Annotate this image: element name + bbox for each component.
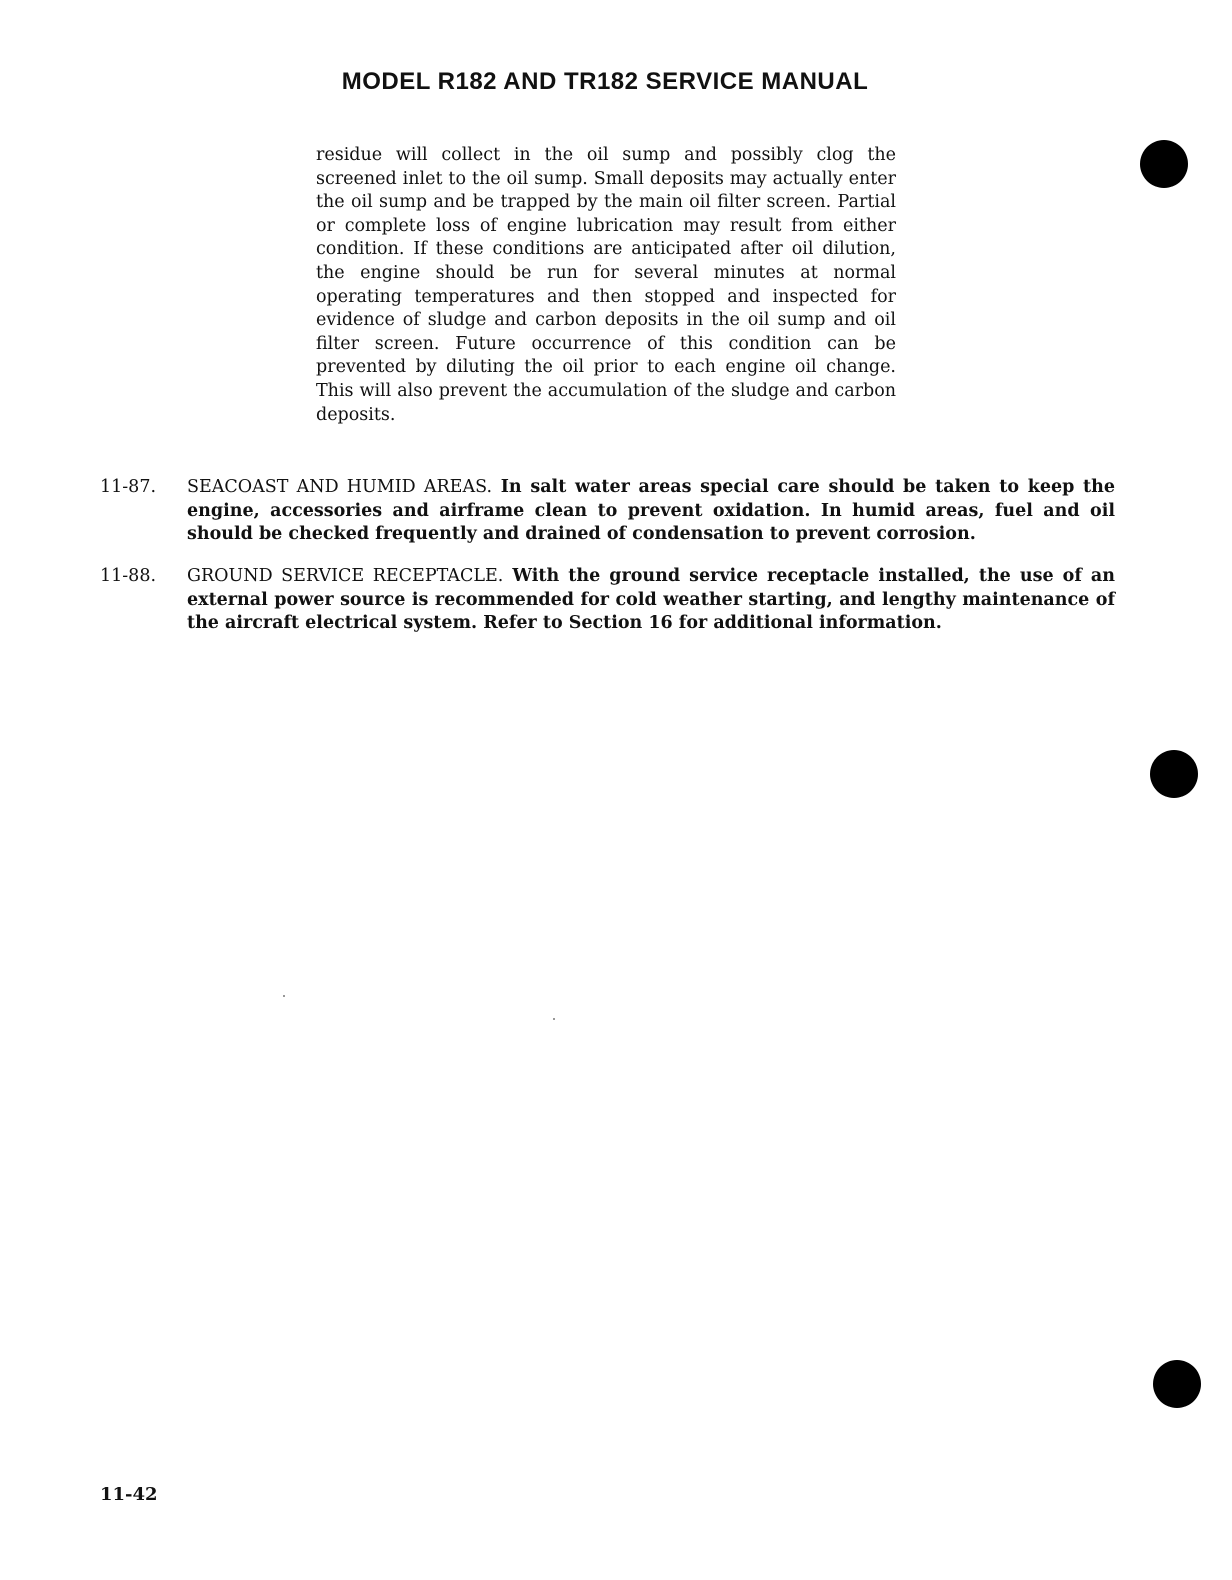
paragraph-11-87	[100, 476, 1115, 547]
paragraph-body	[187, 476, 1115, 547]
page-number: 11-42	[100, 1484, 158, 1505]
paragraph-text: With the ground service receptacle installed, the use of an external power source is recommended for cold weather starting, and lengthy maintenance of the aircraft electrical system. Refer to Section 16 for additional information.	[187, 566, 1115, 634]
paragraph-11-88	[100, 565, 1115, 636]
paragraph-title: SEACOAST AND HUMID AREAS.	[187, 477, 493, 497]
page-header-title: MODEL R182 AND TR182 SERVICE MANUAL	[341, 68, 869, 95]
binder-hole-icon	[1150, 750, 1198, 798]
paragraph-text: In salt water areas special care should be taken to keep the engine, accessories and airframe clean to prevent oxidation. In humid areas, fuel and oil should be checked frequently and drained of condensation to prevent corrosion.	[187, 477, 1115, 545]
paragraph-body	[187, 565, 1115, 636]
continuation-paragraph: residue will collect in the oil sump and possibly clog the screened inlet to the oil sump. Small deposits may actually enter the oil sump and be trapped by the main oil filter screen. Partial or complete loss of engine lubrication may result from either condition. If these conditions are anticipated after oil dilution, the engine should be run for several minutes at normal operating temperatures and then stopped and inspected for evidence of sludge and carbon deposits in the oil sump and oil filter screen. Future occurrence of this condition can be prevented by diluting the oil prior to each engine oil change. This will also prevent the accumulation of the sludge and carbon deposits.	[316, 145, 896, 425]
paragraph-number: 11-88.	[100, 566, 157, 586]
scan-speck	[283, 995, 285, 997]
scan-speck	[553, 1018, 555, 1020]
paragraph-title: GROUND SERVICE RECEPTACLE.	[187, 566, 504, 586]
paragraph-number: 11-87.	[100, 477, 157, 497]
binder-hole-icon	[1140, 140, 1188, 188]
binder-hole-icon	[1153, 1360, 1201, 1408]
